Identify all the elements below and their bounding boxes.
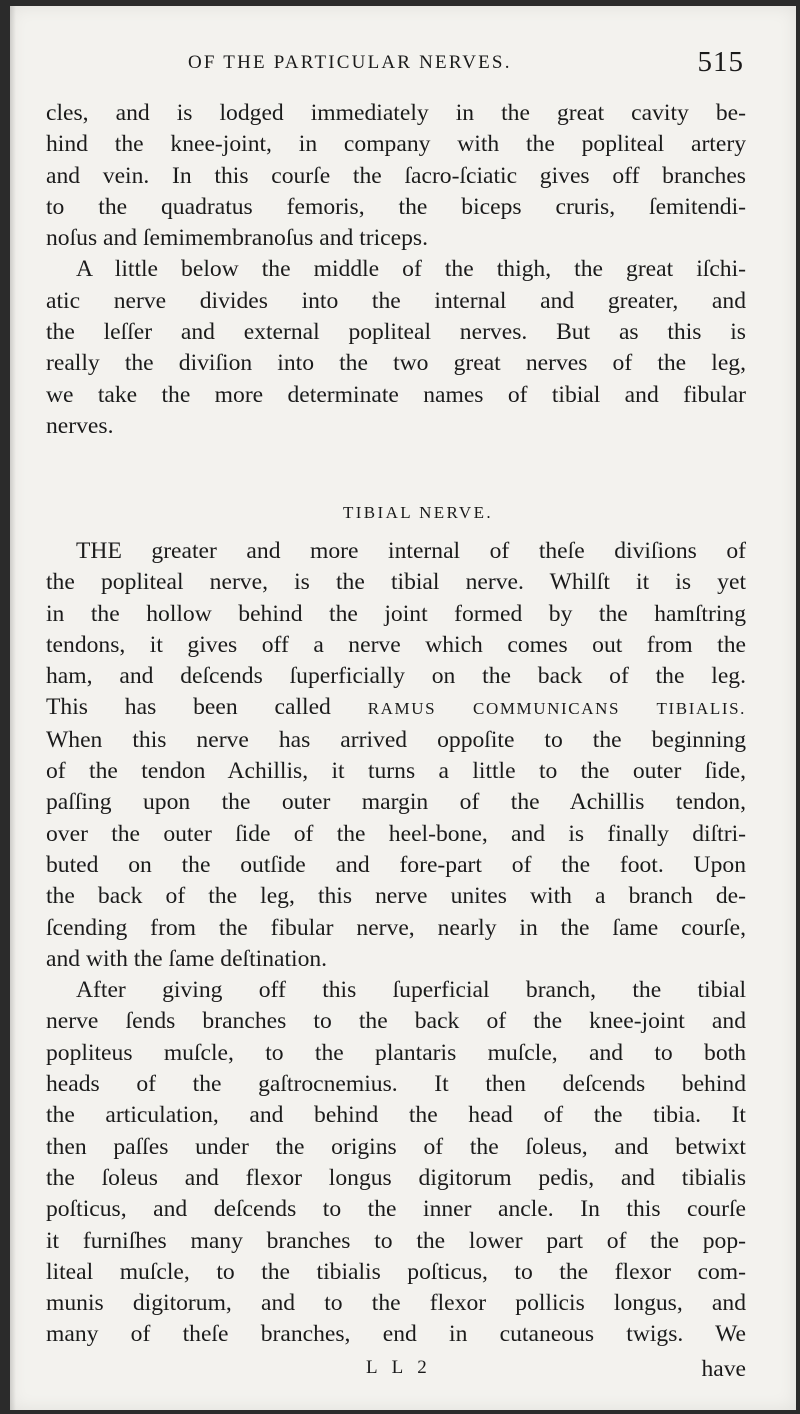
text-line: hind the knee-joint, in company with the popliteal artery [46, 131, 746, 158]
text-line: tendons, it gives off a nerve which comes out from the [46, 631, 746, 658]
text-line: paſſing upon the outer margin of the Achillis tendon, [46, 789, 746, 816]
text-line: buted on the outſide and fore-part of the foot. Upon [46, 851, 746, 878]
text-line: to the quadratus femoris, the biceps cruris, ſemitendi- [46, 193, 746, 220]
text-line: over the outer ſide of the heel-bone, and is finally diſtri- [46, 820, 746, 847]
paragraph-block-continued [46, 98, 746, 442]
text-line: in the hollow behind the joint formed by the hamſtring [46, 600, 746, 627]
text-line: it furniſhes many branches to the lower part of the pop- [46, 1227, 746, 1254]
text-line: then paſſes under the origins of the ſoleus, and betwixt [46, 1133, 746, 1160]
text-line: nerve ſends branches to the back of the knee-joint and [46, 1008, 746, 1035]
text-line: the popliteal nerve, is the tibial nerve. Whilſt it is yet [46, 569, 746, 596]
signature-mark: L L 2 [366, 1357, 432, 1378]
text-line: After giving off this ſuperficial branch, the tibial [76, 977, 746, 1004]
text-line: we take the more determinate names of tibial and fibular [46, 381, 746, 408]
running-head [10, 46, 796, 86]
catchword: have [701, 1356, 746, 1382]
text-line: munis digitorum, and to the flexor pollicis longus, and [46, 1290, 746, 1317]
text-line: poſticus, and deſcends to the inner ancle. In this courſe [46, 1196, 746, 1223]
text-line: the leſſer and external popliteal nerves. But as this is [46, 319, 746, 346]
text-line: and with the ſame deſtination. [46, 945, 328, 972]
smallcaps-term: RAMUS COMMUNICANS TIBIALIS. [367, 699, 747, 719]
text-line: the articulation, and behind the head of the tibia. It [46, 1102, 746, 1129]
book-page [10, 6, 796, 1410]
text-line: cles, and is lodged immediately in the great cavity be- [46, 100, 746, 126]
text-line: and vein. In this courſe the ſacro-ſciatic gives off branches [46, 162, 746, 189]
text-line: really the diviſion into the two great nerves of the leg, [46, 350, 746, 377]
text-line: many of theſe branches, end in cutaneous twigs. We [46, 1321, 746, 1348]
text-line: heads of the gaſtrocnemius. It then deſcends behind [46, 1071, 746, 1098]
text-line: noſus and ſemimembranoſus and triceps. [46, 225, 429, 252]
text-line: the ſoleus and flexor longus digitorum pedis, and tibialis [46, 1164, 746, 1191]
paragraph-block-tibial [46, 536, 746, 1351]
running-title: OF THE PARTICULAR NERVES. [188, 52, 512, 73]
page-number: 515 [697, 46, 744, 78]
text-fragment: This has been called [46, 694, 331, 721]
text-line: of the tendon Achillis, it turns a little to the outer ſide, [46, 758, 746, 785]
section-heading: TIBIAL NERVE. [342, 503, 494, 522]
text-line: the back of the leg, this nerve unites with a branch de- [46, 883, 746, 910]
text-line: nerves. [46, 412, 114, 439]
text-line-with-smallcaps [46, 692, 746, 724]
text-line: When this nerve has arrived oppoſite to the beginning [46, 726, 746, 753]
text-line: liteal muſcle, to the tibialis poſticus, to the flexor com- [46, 1258, 746, 1285]
text-line: atic nerve divides into the internal and greater, and [46, 287, 746, 314]
text-line: ham, and deſcends ſuperficially on the back of the leg. [46, 663, 746, 690]
text-line: ſcending from the fibular nerve, nearly in the ſame courſe, [46, 914, 746, 941]
text-line: A little below the middle of the thigh, the great iſchi- [76, 256, 746, 283]
text-line: popliteus muſcle, to the plantaris muſcle, and to both [46, 1039, 746, 1066]
text-line: THE greater and more internal of theſe diviſions of [76, 538, 746, 564]
